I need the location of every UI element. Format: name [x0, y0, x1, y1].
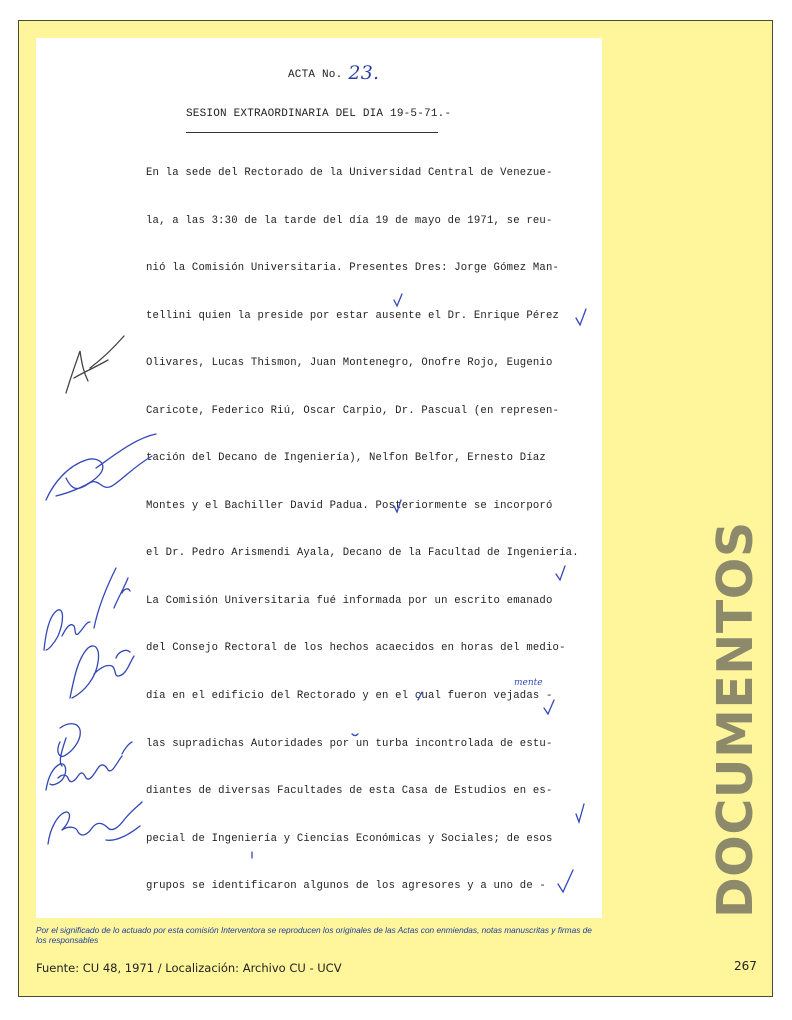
document-line: pecial de Ingeniería y Ciencias Económicas y Sociales; de esos	[146, 832, 553, 845]
section-label: DOCUMENTOS	[707, 521, 764, 918]
session-title: SESION EXTRAORDINARIA DEL DIA 19-5-71.-	[186, 108, 452, 120]
handwritten-note: mente	[514, 678, 543, 688]
signature	[48, 802, 142, 844]
signature	[66, 336, 124, 393]
figure-caption: Por el significado de lo actuado por esta comisión Interventora se reproducen los originales de las Actas con enmiendas, notas manuscritas y firmas de los responsables	[36, 925, 592, 945]
document-line: Montes y el Bachiller David Padua. Posteriormente se incorporó	[146, 499, 553, 512]
document-line: diantes de diversas Facultades de esta Casa de Estudios en es-	[146, 785, 553, 798]
acta-number: 23.	[348, 62, 380, 84]
check-mark	[394, 500, 401, 512]
check-mark	[544, 700, 554, 714]
source-citation: Fuente: CU 48, 1971 / Localización: Archivo CU - UCV	[36, 961, 342, 975]
document-line: En la sede del Rectorado de la Universidad Central de Venezue-	[146, 167, 553, 179]
document-line: la, a las 3:30 de la tarde del día 19 de mayo de 1971, se reu-	[146, 214, 553, 227]
signature	[70, 646, 134, 698]
check-mark	[576, 309, 586, 325]
ink-mark	[418, 692, 422, 700]
document-line: el Dr. Pedro Arismendi Ayala, Decano de la Facultad de Ingeniería.	[146, 547, 579, 560]
check-mark	[394, 294, 402, 306]
ink-mark	[352, 734, 358, 736]
document-line: tación del Decano de Ingeniería), Nelfon Belfor, Ernesto Díaz	[146, 452, 546, 465]
signature	[46, 742, 132, 790]
document-line: Caricote, Federico Riú, Oscar Carpio, Dr. Pascual (en represen-	[146, 404, 560, 417]
document-line: nió la Comisión Universitaria. Presentes Dres: Jorge Gómez Man-	[146, 262, 560, 275]
signature	[44, 568, 130, 650]
document-line: Olivares, Lucas Thismon, Juan Montenegro, Onofre Rojo, Eugenio	[146, 357, 553, 370]
check-mark	[558, 870, 573, 892]
scanned-document	[36, 38, 602, 918]
check-mark	[576, 804, 584, 822]
document-line: día en el edificio del Rectorado y en el cual fueron vejadas -	[146, 690, 553, 703]
document-line: del Consejo Rectoral de los hechos acaecidos en horas del medio-	[146, 642, 566, 655]
acta-label: ACTA No.	[288, 69, 343, 81]
handwritten-marks	[36, 38, 602, 918]
document-line: grupos se identificaron algunos de los agresores y a uno de -	[146, 880, 546, 893]
document-line: tellini quien la preside por estar ausente el Dr. Enrique Pérez	[146, 309, 560, 322]
page-number: 267	[734, 959, 757, 973]
document-line: las supradichas Autoridades por un turba incontrolada de estu-	[146, 737, 553, 750]
signature	[46, 434, 156, 500]
signature	[58, 724, 80, 766]
check-mark	[556, 566, 565, 580]
document-line: La Comisión Universitaria fué informada por un escrito emanado	[146, 594, 553, 607]
